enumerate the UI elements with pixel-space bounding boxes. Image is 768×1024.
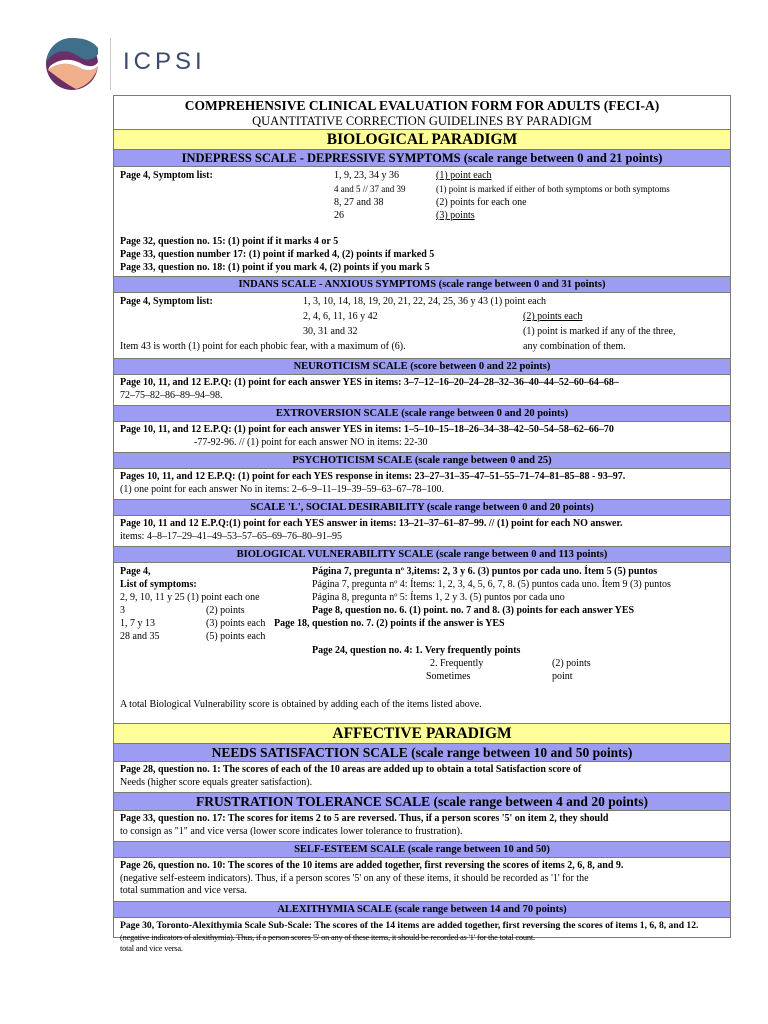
indepress-points-4: (3) points [436, 210, 475, 221]
needs-body [114, 762, 730, 792]
self-esteem-line-2: (negative self-esteem indicators). Thus, if a person scores '5' on any of these items, it should be recorded as '1' for the [120, 872, 589, 884]
bio-vuln-items-4a: 28 and 35 [120, 631, 160, 642]
extroversion-line-1: Page 10, 11, and 12 E.P.Q: (1) point for each answer YES in items: 1–5–10–15–18–26–34–38–42–50–54–58–62–66–70 [120, 424, 614, 435]
alexithymia-line-1: Page 30, Toronto-Alexithymia Scale Sub-Scale: The scores of the 14 items are added together, first reversing the scores of items 1, 6, 8, and 12. [120, 919, 699, 931]
bio-vuln-items-1: 2, 9, 10, 11 y 25 (1) point each one [120, 592, 260, 603]
indepress-points-1: (1) point each [436, 170, 492, 181]
self-esteem-band: SELF-ESTEEM SCALE (scale range between 10 and 50) [114, 841, 730, 858]
bio-vuln-items-3b: (3) points each [206, 618, 266, 629]
bio-vuln-right-4: Page 8, question no. 6. (1) point. no. 7 and 8. (3) points for each answer YES [312, 605, 635, 616]
needs-line-1: Page 28, question no. 1: The scores of each of the 10 areas are added up to obtain a total Satisfaction score of [120, 764, 582, 775]
indepress-label: Page 4, Symptom list: [120, 170, 213, 181]
psychoticism-body [114, 469, 730, 499]
bio-vuln-items-4b: (5) points each [206, 631, 266, 642]
psychoticism-band: PSYCHOTICISM SCALE (scale range between 0 and 25) [114, 452, 730, 469]
indans-band: INDANS SCALE - ANXIOUS SYMPTOMS (scale range between 0 and 31 points) [114, 276, 730, 293]
bio-vuln-items-3a: 1, 7 y 13 [120, 618, 155, 629]
indepress-question-1: Page 32, question no. 15: (1) point if it marks 4 or 5 [120, 236, 339, 247]
bio-vuln-items-2a: 3 [120, 605, 125, 616]
bio-vuln-q24-sometimes: Sometimes [426, 671, 471, 682]
indepress-items-4: 26 [334, 210, 344, 221]
frustration-body [114, 811, 730, 841]
affective-paradigm-heading: AFFECTIVE PARADIGM [114, 723, 730, 744]
biological-paradigm-heading: BIOLOGICAL PARADIGM [114, 129, 730, 150]
extroversion-band: EXTROVERSION SCALE (scale range between 0 and 20 points) [114, 405, 730, 422]
bio-vuln-q24-frequently: 2. Frequently [430, 658, 484, 669]
bio-vulnerability-band: BIOLOGICAL VULNERABILITY SCALE (scale range between 0 and 113 points) [114, 546, 730, 563]
indans-label: Page 4, Symptom list: [120, 296, 213, 307]
header-divider [110, 38, 111, 90]
bio-vuln-q24: Page 24, question no. 4: 1. Very frequently points [312, 645, 521, 656]
extroversion-body [114, 422, 730, 452]
indepress-items-1: 1, 9, 23, 34 y 36 [334, 170, 399, 181]
indans-items-2: 2, 4, 6, 11, 16 y 42 [303, 311, 378, 322]
indepress-band: INDEPRESS SCALE - DEPRESSIVE SYMPTOMS (scale range between 0 and 21 points) [114, 150, 730, 167]
indepress-items-3: 8, 27 and 38 [334, 197, 384, 208]
indepress-points-2: (1) point is marked if either of both symptoms or both symptoms [436, 184, 670, 194]
indans-note-2: any combination of them. [523, 341, 626, 352]
needs-band: NEEDS SATISFACTION SCALE (scale range between 10 and 50 points) [114, 744, 730, 762]
bio-vulnerability-body [114, 563, 730, 723]
frustration-line-1: Page 33, question no. 17: The scores for items 2 to 5 are reversed. Thus, if a person scores '5' on item 2, they should [120, 813, 609, 824]
bio-vuln-right-2: Página 7, pregunta nº 4: Ítems: 1, 2, 3, 4, 5, 6, 7, 8. (5) puntos cada uno. Ítem 9 (3) puntos [312, 579, 671, 590]
indans-items-3: 30, 31 and 32 [303, 326, 358, 337]
alexithymia-body [114, 918, 730, 958]
indepress-items-2: 4 and 5 // 37 and 39 [334, 184, 406, 194]
evaluation-form [113, 95, 731, 953]
indans-items-1: 1, 3, 10, 14, 18, 19, 20, 21, 22, 24, 25, 36 y 43 (1) point each [303, 296, 547, 307]
form-subtitle: QUANTITATIVE CORRECTION GUIDELINES BY PARADIGM [252, 114, 592, 128]
scale-l-body [114, 516, 730, 546]
bio-vuln-page: Page 4, [120, 566, 151, 577]
scale-l-line-1: Page 10, 11 and 12 E.P.Q:(1) point for each YES answer in items: 13–21–37–61–87–99. // (1) point for each NO answer. [120, 518, 623, 529]
bio-vuln-right-3: Página 8, pregunta nº 5: Ítems 1, 2 y 3. (5) puntos por cada uno [312, 592, 565, 603]
neuroticism-line-1: Page 10, 11, and 12 E.P.Q: (1) point for each answer YES in items: 3–7–12–16–20–24–28–32–36–40–44–52–60–64–68– [120, 377, 619, 388]
bio-vuln-items-2b: (2) points [206, 605, 245, 616]
frustration-line-2: to consign as "1" and vice versa (lower score indicates lower tolerance to frustration). [120, 825, 463, 837]
scale-l-line-2: items: 4–8–17–29–41–49–53–57–65–69–76–80–91–95 [120, 530, 342, 542]
indans-note: Item 43 is worth (1) point for each phobic fear, with a maximum of (6). [120, 341, 406, 352]
self-esteem-line-3: total summation and vice versa. [120, 885, 247, 896]
brand-name: ICPSI [123, 48, 206, 75]
neuroticism-line-2: 72–75–82–86–89–94–98. [120, 389, 223, 401]
needs-line-2: Needs (higher score equals greater satisfaction). [120, 776, 313, 788]
self-esteem-body [114, 858, 730, 901]
bio-vuln-q24-frequently-points: (2) points [552, 658, 591, 669]
psychoticism-line-1: Pages 10, 11, and 12 E.P.Q: (1) point for each YES response in items: 23–27–31–35–47–51–55–71–74–81–85–88 - 93–97. [120, 471, 626, 482]
neuroticism-band: NEUROTICISM SCALE (score between 0 and 22 points) [114, 358, 730, 375]
bio-vuln-total: A total Biological Vulnerability score is obtained by adding each of the items listed above. [120, 699, 482, 710]
bio-vuln-right-1: Página 7, pregunta nº 3,items: 2, 3 y 6. (3) puntos por cada uno. Ítem 5 (5) puntos [312, 566, 658, 577]
form-title: COMPREHENSIVE CLINICAL EVALUATION FORM FOR ADULTS (FECI-A) [184, 98, 660, 113]
indans-body [114, 293, 730, 358]
bio-vuln-q24-sometimes-points: point [552, 671, 573, 682]
frustration-band: FRUSTRATION TOLERANCE SCALE (scale range between 4 and 20 points) [114, 792, 730, 811]
bio-vuln-right-5: Page 18, question no. 7. (2) points if the answer is YES [274, 618, 505, 629]
alexithymia-line-3: total and vice versa. [120, 944, 183, 953]
indans-points-2: (2) points each [523, 311, 583, 322]
bio-vuln-list-label: List of symptoms: [120, 579, 197, 590]
alexithymia-band: ALEXITHYMIA SCALE (scale range between 14 and 70 points) [114, 901, 730, 918]
scale-l-band: SCALE 'L', SOCIAL DESIRABILITY (scale range between 0 and 20 points) [114, 499, 730, 516]
self-esteem-line-1: Page 26, question no. 10: The scores of the 10 items are added together, first reversing the scores of items 2, 6, 8, and 9. [120, 860, 624, 871]
extroversion-line-2: -77-92-96. // (1) point for each answer NO in items: 22-30 [194, 436, 428, 448]
indepress-points-3: (2) points for each one [436, 197, 527, 208]
icpsi-logo-icon [44, 36, 100, 92]
indepress-question-2: Page 33, question number 17: (1) point if marked 4, (2) points if marked 5 [120, 249, 435, 260]
indepress-body [114, 167, 730, 276]
indepress-question-3: Page 33, question no. 18: (1) point if you mark 4, (2) points if you mark 5 [120, 262, 430, 273]
psychoticism-line-2: (1) one point for each answer No in items: 2–6–9–11–19–39–59–63–67–78–100. [120, 483, 445, 495]
neuroticism-body [114, 375, 730, 405]
indans-points-3: (1) point is marked if any of the three, [523, 326, 676, 337]
alexithymia-line-2: (negative indicators of alexithymia). Thus, if a person scores '5' on any of these items, it should be recorded as '1' for the total count. [120, 933, 535, 942]
page-header [0, 0, 768, 95]
